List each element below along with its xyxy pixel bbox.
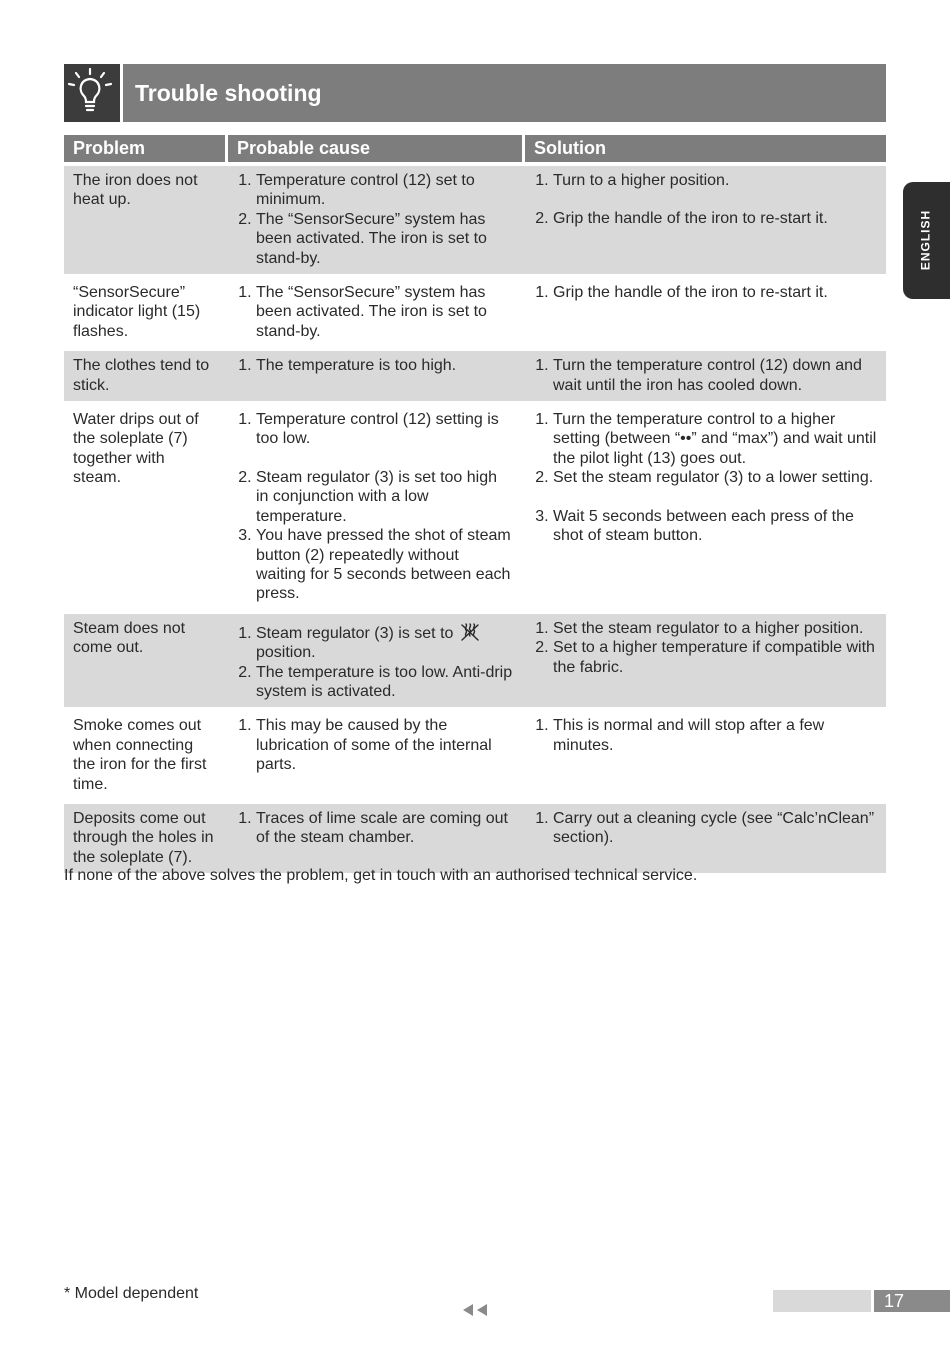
- solution-item: 2. Set to a higher temperature if compatible with the fabric.: [553, 638, 877, 677]
- solution-item: 2. Set the steam regulator (3) to a lower setting.: [553, 468, 877, 487]
- solution-item: 1. Carry out a cleaning cycle (see “Calc’nClean” section).: [553, 809, 877, 848]
- solution-cell: [525, 166, 886, 274]
- table-row: [64, 405, 886, 610]
- problem-cell: The clothes tend to stick.: [64, 351, 228, 401]
- solution-item: 1. Turn the temperature control (12) down and wait until the iron has cooled down.: [553, 356, 877, 395]
- column-header-solution: Solution: [525, 135, 886, 162]
- solution-item: 1. Turn to a higher position.: [553, 171, 877, 190]
- table-row: [64, 166, 886, 274]
- table-row: [64, 351, 886, 401]
- problem-cell: Deposits come out through the holes in the soleplate (7).: [64, 804, 228, 873]
- cause-item: 1. Temperature control (12) setting is too low.: [256, 410, 513, 449]
- solution-item: 1. This is normal and will stop after a few minutes.: [553, 716, 877, 755]
- language-tab: [903, 182, 950, 299]
- problem-cell: “SensorSecure” indicator light (15) flashes.: [73, 284, 201, 340]
- solution-cell: [525, 405, 886, 610]
- header-bar: [123, 64, 886, 122]
- model-dependent-note: * Model dependent: [64, 1285, 199, 1302]
- cause-item: 2. Steam regulator (3) is set too high in conjunction with a low temperature.: [256, 468, 513, 526]
- solution-item: 1. Set the steam regulator to a higher position.: [553, 619, 877, 638]
- header-icon-box: [64, 64, 120, 122]
- solution-cell: [525, 614, 886, 708]
- table-header-row: [64, 135, 886, 162]
- page-number-box: [874, 1290, 950, 1312]
- solution-cell: [525, 804, 886, 873]
- page-footer-bar: [773, 1290, 871, 1312]
- language-tab-label: ENGLISH: [918, 209, 933, 271]
- table-row: [64, 804, 886, 873]
- solution-item: 1. Turn the temperature control to a higher setting (between “••” and “max”) and wait until the pilot light (13) goes out.: [553, 410, 877, 468]
- cause-item: 2. The temperature is too low. Anti-drip system is activated.: [256, 663, 513, 702]
- cause-cell: [228, 804, 525, 873]
- cause-cell: [228, 614, 525, 708]
- cause-item: 1. Traces of lime scale are coming out of the steam chamber.: [256, 809, 513, 848]
- column-header-cause: Probable cause: [228, 135, 525, 162]
- problem-cell: Steam does not come out.: [64, 614, 228, 708]
- cause-item: 1. This may be caused by the lubrication of some of the internal parts.: [256, 716, 513, 774]
- table-row: [64, 278, 886, 347]
- no-steam-icon: [460, 622, 480, 642]
- cause-cell: [228, 166, 525, 274]
- cause-text-before: Steam regulator (3) is set to: [256, 624, 454, 642]
- solution-cell: [525, 278, 886, 347]
- cause-item: 1. The “SensorSecure” system has been activated. The iron is set to stand-by.: [256, 283, 513, 341]
- solution-cell: [525, 351, 886, 401]
- cause-item: 1. The temperature is too high.: [256, 356, 513, 375]
- solution-item: 3. Wait 5 seconds between each press of the shot of steam button.: [553, 507, 877, 546]
- solution-cell: [525, 711, 886, 800]
- cause-cell: [228, 405, 525, 610]
- cause-item: 3. You have pressed the shot of steam button (2) repeatedly without waiting for 5 seconds between each press.: [256, 526, 513, 604]
- column-header-problem: Problem: [64, 135, 228, 162]
- page-title: Trouble shooting: [135, 80, 322, 106]
- cause-cell: [228, 278, 525, 347]
- page-number: 17: [884, 1291, 905, 1311]
- table-row: [64, 711, 886, 800]
- cause-cell: [228, 351, 525, 401]
- troubleshooting-table: [64, 135, 886, 873]
- cause-item: [256, 622, 513, 663]
- problem-cell: Smoke comes out when connecting the iron for the first time.: [73, 717, 207, 793]
- solution-item: 1. Grip the handle of the iron to re-start it.: [553, 283, 877, 302]
- footnote: If none of the above solves the problem, get in touch with an authorised technical service.: [64, 867, 698, 884]
- cause-item: 1. Temperature control (12) set to minimum.: [256, 171, 513, 210]
- problem-cell: The iron does not heat up.: [64, 166, 228, 274]
- cause-item: 2. The “SensorSecure” system has been activated. The iron is set to stand-by.: [256, 210, 513, 268]
- previous-page-icon[interactable]: [461, 1302, 491, 1318]
- table-row: [64, 614, 886, 708]
- light-bulb-icon: [64, 64, 120, 122]
- solution-item: 2. Grip the handle of the iron to re-start it.: [553, 209, 877, 228]
- cause-cell: [228, 711, 525, 800]
- cause-text-after: position.: [256, 644, 316, 662]
- problem-cell: Water drips out of the soleplate (7) together with steam.: [73, 411, 199, 487]
